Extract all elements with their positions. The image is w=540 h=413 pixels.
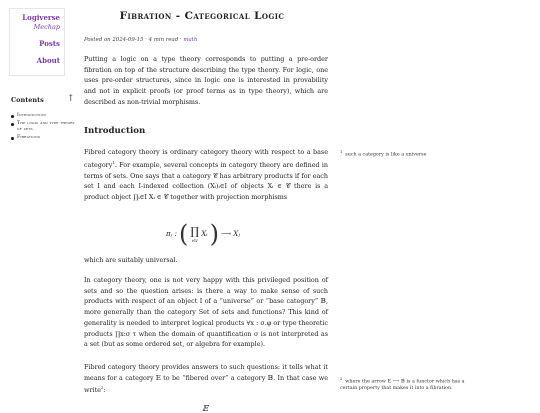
- eq-product-symbol: ∏: [190, 225, 200, 238]
- post-meta: [84, 36, 328, 44]
- eq-product-subscript: i∈I: [191, 238, 198, 243]
- eq-open-paren: (: [179, 220, 189, 248]
- back-to-top-arrow-icon[interactable]: ↑: [67, 94, 75, 104]
- site-title-link[interactable]: Logiverse: [22, 13, 60, 22]
- article: [84, 10, 328, 413]
- eq-x-i: Xᵢ: [201, 230, 208, 238]
- eq-pi: πⱼ :: [166, 230, 178, 238]
- nav-posts-link[interactable]: Posts: [39, 39, 60, 48]
- sidenote-number: 1: [340, 150, 343, 154]
- footnote-ref-2[interactable]: 2: [100, 385, 104, 391]
- toc-item-introduction[interactable]: Introduction: [11, 113, 81, 119]
- eq-close-paren: ): [209, 220, 219, 248]
- sidenote-text: where the arrow 𝔼 ⟶ 𝔹 is a functor which has a certain property that makes it into a fibration.: [340, 379, 465, 391]
- eq-arrow-xj: ⟶ Xⱼ: [220, 230, 241, 238]
- sidenote-number: 2: [340, 377, 343, 381]
- equation-projection: [166, 222, 240, 246]
- eq-product: [190, 225, 199, 243]
- section-heading-introduction: Introduction: [84, 126, 146, 136]
- paragraph-privileged-sets: In category theory, one is not very happy with this privileged position of sets and so the question arises: is there a way to make sense of such products with respect of an object I of a “universe” or “base category” 𝔹, more generally than the category Set of sets and functions? This kind of generality is needed to interpret logical products ∀x : σ.φ or type theoretic products ∏x:σ τ when the domain of quantification σ is not interpreted as a set (but as some ordered set, or algebra for example).: [84, 276, 328, 349]
- footnote-ref-1[interactable]: 1: [112, 159, 115, 165]
- paragraph-universal: which are suitably universal.: [84, 256, 178, 264]
- toc-heading: Contents: [11, 96, 44, 104]
- site-subtitle: Mechap: [33, 23, 60, 31]
- sidenote-text: such a category is like a universe: [345, 152, 427, 158]
- equation-fibration: 𝔼: [202, 404, 209, 413]
- site-header-box: [9, 8, 65, 76]
- nav-about-link[interactable]: About: [36, 56, 60, 65]
- intro-paragraph: Putting a logic on a type theory corresponds to putting a pre-order fibration on top of the structure describing the type theory. For logic, one uses pre-order structures, since in logic one is interested in provability and not in explicit proofs (or proof terms as in type theory), which are described as non-trivial morphisms.: [84, 55, 328, 106]
- paragraph-text: Fibred category theory is ordinary category theory with respect to a base category: [84, 148, 328, 169]
- sidenote-2: [340, 376, 465, 392]
- post-date-readtime: Posted on 2024-09-15 · 4 min read ·: [84, 37, 184, 43]
- table-of-contents: [11, 113, 81, 143]
- post-title: Fibration - Categorical Logic: [119, 10, 285, 22]
- tag-link-math[interactable]: math: [183, 37, 198, 43]
- paragraph-text: Fibred category theory provides answers to such questions: it tells what it means for a category 𝔼 to be “fibered over” a category 𝔹. In that case we write: [84, 363, 328, 395]
- paragraph-text: . For example, several concepts in category theory are defined in terms of sets. One says that a category 𝒞 has arbitrary products if for each set I and each I-indexed collection (Xᵢ)ᵢ∈I of objects Xᵢ ∈ 𝒞 there is a product object ∏ᵢ∈I Xᵢ ∈ 𝒞 together with projection morphisms: [84, 160, 328, 201]
- toc-item-logic-type-theory-of-sets[interactable]: The logic and type theory of sets: [11, 121, 81, 133]
- sidenote-1: [340, 149, 465, 159]
- paragraph-fibred-answers: [84, 362, 328, 396]
- paragraph-text: :: [103, 386, 106, 395]
- paragraph-fibred-category-theory: [84, 147, 328, 203]
- toc-item-fibrations[interactable]: Fibrations: [11, 135, 81, 141]
